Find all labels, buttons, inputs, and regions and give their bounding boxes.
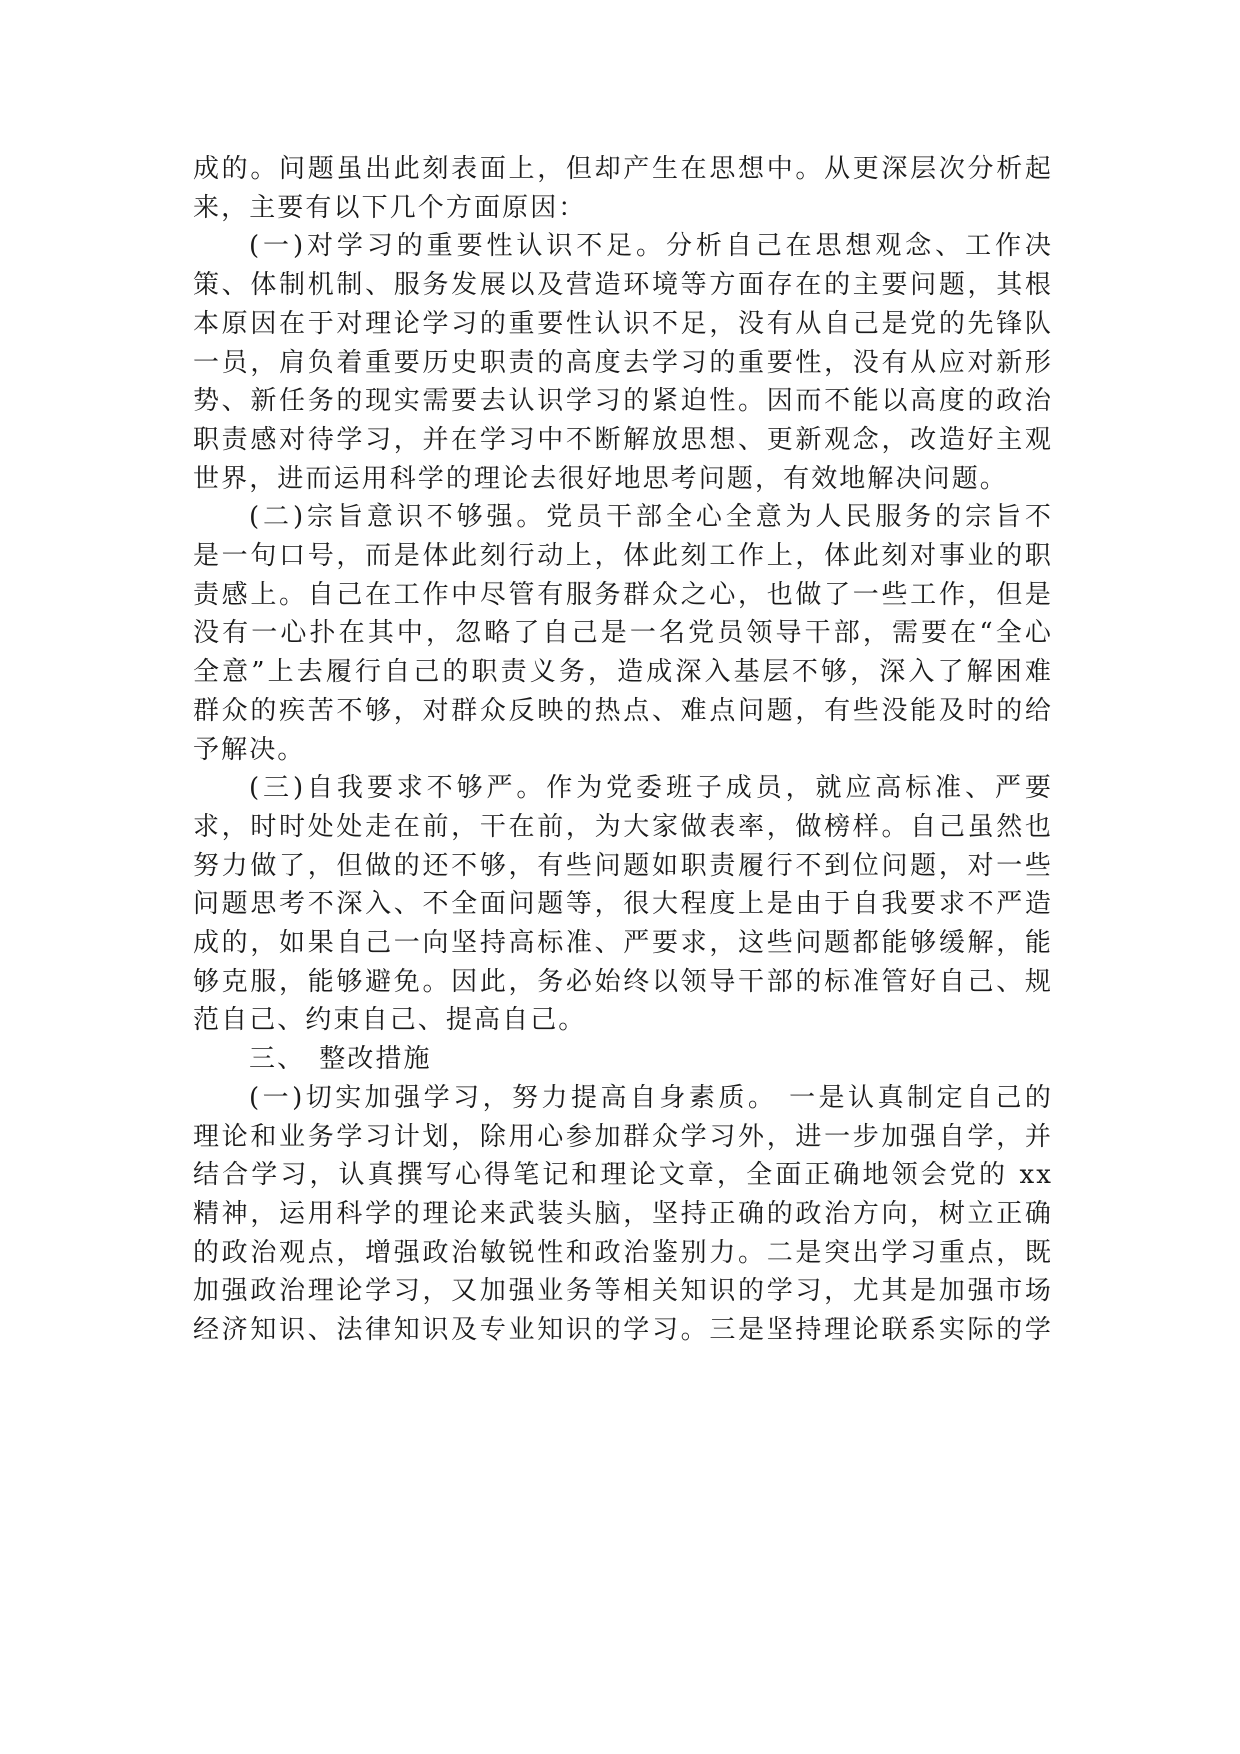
paragraph-purpose [193, 498, 1053, 769]
text-line: (一)切实加强学习，努力提高自身素质。 一是认真制定自己的 [249, 1082, 1053, 1113]
text-line: 职责感对待学习，并在学习中不断解放思想、更新观念，改造好主观 [193, 424, 1053, 455]
paragraph-continuation [193, 150, 1053, 227]
text-line: 加强政治理论学习，又加强业务等相关知识的学习，尤其是加强市场 [193, 1276, 1053, 1307]
paragraph-learning [193, 227, 1053, 498]
section-number: 三、 [249, 1044, 306, 1075]
text-line: 成的，如果自己一向坚持高标准、严要求，这些问题都能够缓解，能 [193, 928, 1053, 959]
text-line: 世界，进而运用科学的理论去很好地思考问题，有效地解决问题。 [193, 463, 1008, 494]
text-line: 经济知识、法律知识及专业知识的学习。三是坚持理论联系实际的学 [193, 1315, 1053, 1346]
paragraph-rectification-study [193, 1079, 1053, 1350]
text-line: 求，时时处处走在前，干在前，为大家做表率，做榜样。自己虽然也 [193, 811, 1053, 842]
document-body [193, 150, 1053, 1350]
text-line: (一)对学习的重要性认识不足。分析自己在思想观念、工作决 [249, 231, 1053, 262]
text-line: 来，主要有以下几个方面原因： [193, 192, 587, 223]
text-line: 势、新任务的现实需要去认识学习的紧迫性。因而不能以高度的政治 [193, 386, 1053, 417]
text-line: 成的。问题虽出此刻表面上，但却产生在思想中。从更深层次分析起 [193, 154, 1053, 184]
text-line: 范自己、约束自己、提高自己。 [193, 1005, 587, 1036]
text-line: 群众的疾苦不够，对群众反映的热点、难点问题，有些没能及时的给 [193, 695, 1053, 726]
text-line: 策、体制机制、服务发展以及营造环境等方面存在的主要问题，其根 [193, 270, 1053, 301]
text-line: 努力做了，但做的还不够，有些问题如职责履行不到位问题，对一些 [193, 850, 1053, 881]
text-line: 责感上。自己在工作中尽管有服务群众之心，也做了一些工作，但是 [193, 579, 1053, 610]
text-line: 精神，运用科学的理论来武装头脑，坚持正确的政治方向，树立正确 [193, 1198, 1053, 1229]
text-line: 是一句口号，而是体此刻行动上，体此刻工作上，体此刻对事业的职 [193, 541, 1053, 572]
paragraph-self-discipline [193, 769, 1053, 1040]
text-line: 予解决。 [193, 734, 306, 765]
section-heading [193, 1040, 1053, 1079]
text-line: 问题思考不深入、不全面问题等，很大程度上是由于自我要求不严造 [193, 889, 1053, 920]
text-line: 够克服，能够避免。因此，务必始终以领导干部的标准管好自己、规 [193, 966, 1053, 997]
text-line: 没有一心扑在其中，忽略了自己是一名党员领导干部，需要在“全心 [193, 618, 1053, 649]
text-line: 一员，肩负着重要历史职责的高度去学习的重要性，没有从应对新形 [193, 347, 1053, 378]
text-line: 理论和业务学习计划，除用心参加群众学习外，进一步加强自学，并 [193, 1121, 1053, 1152]
text-line: 的政治观点，增强政治敏锐性和政治鉴别力。二是突出学习重点，既 [193, 1237, 1053, 1268]
text-line: (三)自我要求不够严。作为党委班子成员，就应高标准、严要 [249, 773, 1053, 804]
text-line: (二)宗旨意识不够强。党员干部全心全意为人民服务的宗旨不 [249, 502, 1053, 533]
section-title: 整改措施 [319, 1044, 432, 1075]
text-line: 结合学习，认真撰写心得笔记和理论文章，全面正确地领会党的 xx [193, 1160, 1053, 1191]
text-line: 全意”上去履行自己的职责义务，造成深入基层不够，深入了解困难 [193, 657, 1053, 688]
text-line: 本原因在于对理论学习的重要性认识不足，没有从自己是党的先锋队 [193, 308, 1053, 339]
